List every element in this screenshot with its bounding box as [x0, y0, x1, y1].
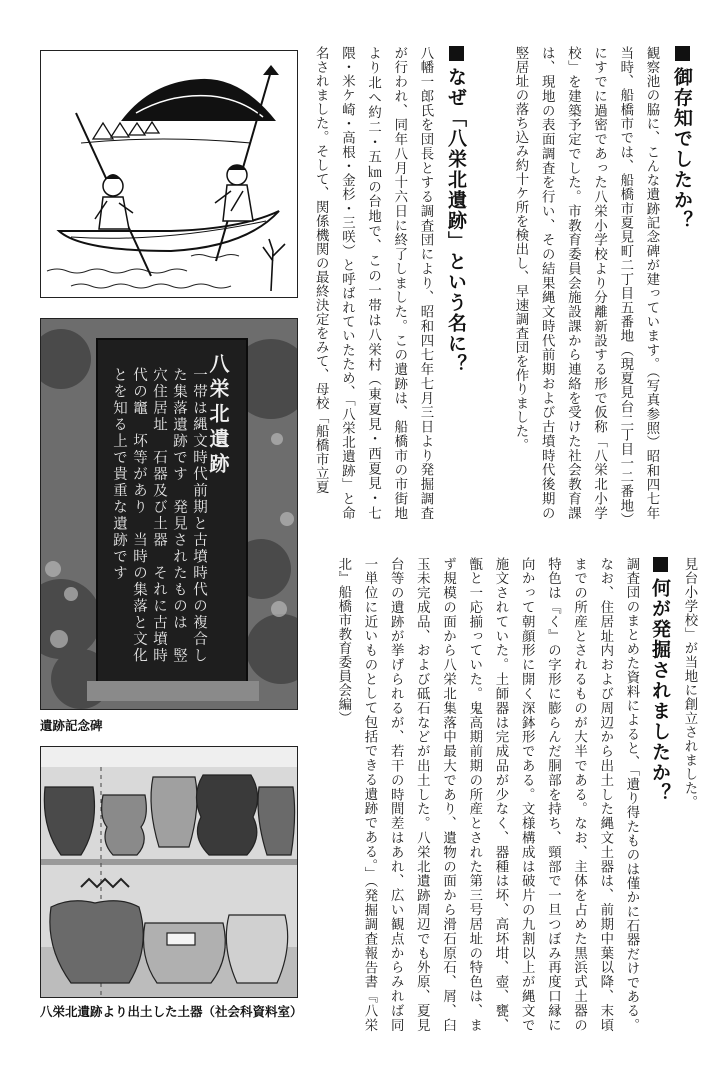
- heading-square-icon: [675, 46, 690, 61]
- section-body-2-continued: 見台小学校」が当地に創立されました。: [682, 557, 697, 809]
- canoe-illustration: [40, 50, 298, 298]
- monument-caption: 遺跡記念碑: [40, 718, 103, 733]
- heading-text: 何が発掘されましたか？: [649, 578, 671, 804]
- heading-square-icon: [449, 46, 464, 61]
- monument-stone-text: 一帯は縄文時代前期と古墳時代の複合した集落遺跡です 発見されたものは 竪穴住居址 石器及び土器 それに古墳時代の竈 坏等があり 当時の集落と文化とを知る上で貴重な遺跡です: [111, 367, 207, 664]
- heading-text: なぜ「八栄北遺跡」という名に？: [445, 67, 467, 375]
- pottery-caption: 八栄北遺跡より出土した土器（社会科資料室）: [40, 1004, 303, 1019]
- pottery-photo: [40, 746, 298, 998]
- section-heading-1: [669, 46, 696, 246]
- monument-photo: [40, 318, 298, 710]
- monument-stone-title: 八栄北遺跡: [206, 353, 230, 478]
- canoe-illustration-svg: [41, 51, 297, 297]
- heading-square-icon: [653, 557, 668, 572]
- section-body-3: 調査団のまとめた資料によると、「遺り得たものは僅かに石器だけである。なお、住居址内および周辺から出土した縄文土器は、前期中葉以降、末頃までの所産とされるものが大半である。なお、主体を占めた黒浜式土器の特色は『く』の字形に膨らんだ胴部を持ち、頸部で一旦つぼみ再度口縁に向かって朝顔形に開く深鉢形である。文様構成は破片の九割以上が縄文で施文されていた。土師器は完成品が少なく、器種は坏、高坏坩、壺、甕、甑と一応揃っていた。鬼高期前期の所産とされた第三号居址の特色は、まず規模の面から八栄北集落中最大であり、遺物の面から滑石原石、屑、臼玉未完成品、および砥石などが出土した。八栄北遺跡周辺でも外原、夏見台等の遺跡が挙げられるが、若干の時間差はあれ、広い観点からみれば同一単位に近いものとして包括できる遺跡である。」（発掘調査報告書『八栄北』船橋市教育委員会編）: [335, 557, 639, 1032]
- section-heading-3: [647, 557, 674, 804]
- section-body-1: 観察池の脇に、こんな遺跡記念碑が建っています。（写真参照）昭和四七年当時、船橋市では、船橋市夏見町二丁目五番地（現夏見台二丁目一二番地）にすでに過密であった八栄小学校より分離新設する形で仮称「八栄北小学校」を建築予定でした。市教育委員会施設課から連絡を受けた社会教育課は、現地の表面調査を行い、その結果縄文時代前期および古墳時代後期の竪居址の落ち込み約十ケ所を検出し、早速調査団を作りました。: [512, 46, 659, 520]
- heading-text: 御存知でしたか？: [671, 67, 693, 231]
- section-body-2: 八幡一郎氏を団長とする調査団により、昭和四七年七月三日より発掘調査が行われ、同年八月十六日に終了しました。この遺跡は、船橋市の市街地より北へ約二・五㎞の台地で、この一帯は八栄村（東夏見・西夏見・七隈・米ケ崎・高根・金杉・三咲）と呼ばれていたため、「八栄北遺跡」と命名されました。そして、関係機関の最終決定をみて、母校「船橋市立夏: [313, 46, 433, 520]
- section-heading-2: [443, 46, 470, 375]
- pottery-photo-svg: [41, 747, 297, 997]
